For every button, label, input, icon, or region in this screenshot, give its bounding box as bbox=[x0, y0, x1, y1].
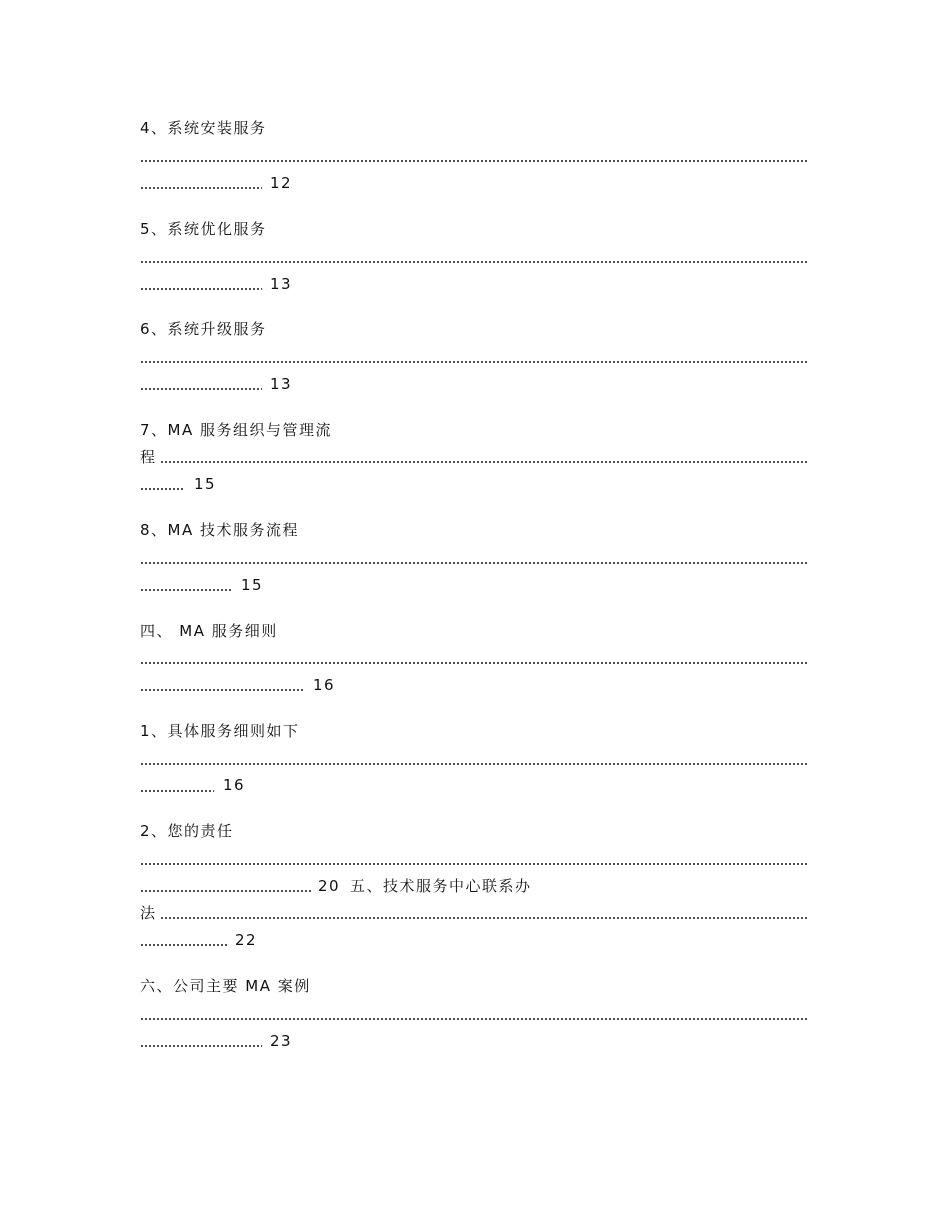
toc-entry-title[interactable]: 1、具体服务细则如下 bbox=[140, 722, 300, 740]
dot-leader bbox=[140, 288, 262, 290]
toc-entry-title[interactable]: 六、公司主要 MA 案例 bbox=[140, 977, 311, 995]
dot-leader bbox=[140, 863, 808, 865]
toc-page-number[interactable]: 12 bbox=[270, 174, 293, 192]
toc-entry-title[interactable]: 8、MA 技术服务流程 bbox=[140, 521, 300, 539]
dot-leader bbox=[160, 917, 808, 919]
toc-entry-title-continued[interactable]: 法 bbox=[140, 904, 157, 922]
dot-leader bbox=[140, 1045, 262, 1047]
toc-page-number[interactable]: 16 bbox=[313, 676, 336, 694]
dot-leader bbox=[140, 488, 185, 490]
dot-leader bbox=[140, 388, 262, 390]
dot-leader bbox=[140, 662, 808, 664]
toc-page-number[interactable]: 15 bbox=[241, 576, 264, 594]
dot-leader bbox=[140, 790, 214, 792]
toc-page-number[interactable]: 23 bbox=[270, 1032, 293, 1050]
toc-page-number[interactable]: 13 bbox=[270, 375, 293, 393]
toc-entry-title[interactable]: 7、MA 服务组织与管理流 bbox=[140, 421, 333, 439]
toc-entry-title[interactable]: 6、系统升级服务 bbox=[140, 320, 267, 338]
toc-entry-title[interactable]: 5、系统优化服务 bbox=[140, 220, 267, 238]
toc-page-number[interactable]: 13 bbox=[270, 275, 293, 293]
dot-leader bbox=[140, 689, 304, 691]
dot-leader bbox=[140, 160, 808, 162]
dot-leader bbox=[140, 589, 232, 591]
toc-entry-title[interactable]: 2、您的责任 bbox=[140, 822, 234, 840]
toc-entry-title[interactable]: 四、 MA 服务细则 bbox=[140, 622, 278, 640]
toc-entry-title-continued[interactable]: 程 bbox=[140, 448, 157, 466]
toc-page-number[interactable]: 20 bbox=[318, 877, 341, 895]
toc-entry-title[interactable]: 五、技术服务中心联系办 bbox=[350, 877, 532, 895]
dot-leader bbox=[140, 1018, 808, 1020]
toc-entry-title[interactable]: 4、系统安装服务 bbox=[140, 119, 267, 137]
toc-page-number[interactable]: 15 bbox=[194, 475, 217, 493]
dot-leader bbox=[140, 361, 808, 363]
dot-leader bbox=[140, 890, 312, 892]
dot-leader bbox=[160, 461, 808, 463]
dot-leader bbox=[140, 187, 262, 189]
dot-leader bbox=[140, 261, 808, 263]
dot-leader bbox=[140, 562, 808, 564]
toc-page-number[interactable]: 16 bbox=[223, 776, 246, 794]
toc-page-number[interactable]: 22 bbox=[235, 931, 258, 949]
dot-leader bbox=[140, 944, 228, 946]
dot-leader bbox=[140, 763, 808, 765]
